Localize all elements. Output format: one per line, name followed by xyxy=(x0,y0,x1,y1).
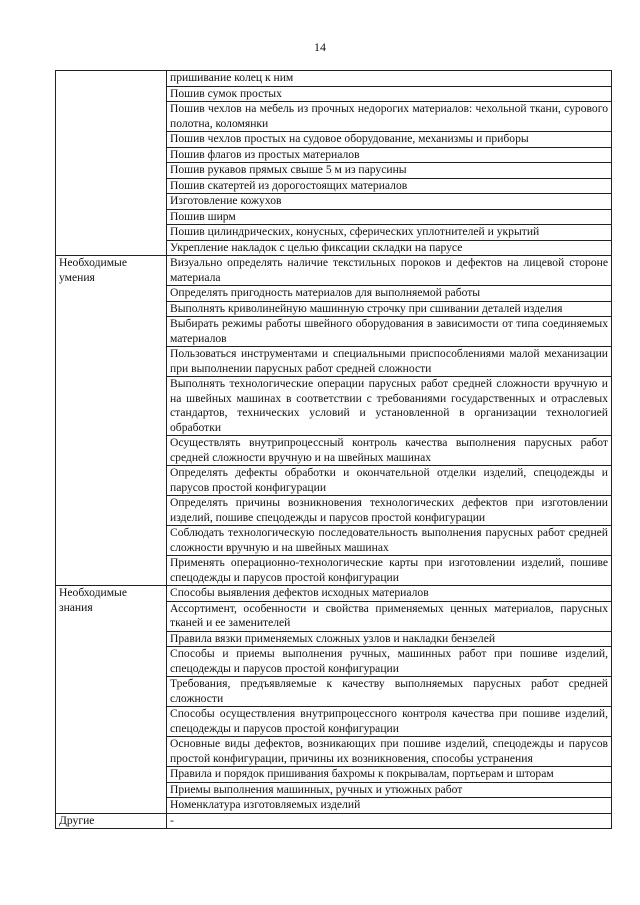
list-item: Способы и приемы выполнения ручных, машинных работ при пошиве изделий, спецодежды и парусов простой конфигурации xyxy=(167,647,612,677)
list-item: Определять причины возникновения технологических дефектов при изготовлении изделий, пошиве спецодежды и парусов простой конфигурации xyxy=(167,496,612,526)
list-item: Пошив ширм xyxy=(167,209,612,225)
list-item: Пошив рукавов прямых свыше 5 м из парусины xyxy=(167,163,612,179)
list-item: Применять операционно-технологические карты при изготовлении изделий, пошиве спецодежды и парусов простой конфигурации xyxy=(167,556,612,586)
section-label: Необходимые знания xyxy=(56,586,167,814)
list-item: пришивание колец к ним xyxy=(167,71,612,87)
list-item: Определять пригодность материалов для выполняемой работы xyxy=(167,286,612,302)
list-item: Правила вязки применяемых сложных узлов и накладки бензелей xyxy=(167,631,612,647)
list-item: Выполнять криволинейную машинную строчку при сшивании деталей изделия xyxy=(167,301,612,317)
list-item: Способы осуществления внутрипроцессного контроля качества при пошиве изделий, спецодежды и парусов простой конфигурации xyxy=(167,707,612,737)
requirements-table xyxy=(55,70,612,829)
section-label xyxy=(56,71,167,256)
list-item: Требования, предъявляемые к качеству выполняемых парусных работ средней сложности xyxy=(167,677,612,707)
list-item: Правила и порядок пришивания бахромы к покрывалам, портьерам и шторам xyxy=(167,767,612,783)
list-item: Определять дефекты обработки и окончательной отделки изделий, спецодежды и парусов простой конфигурации xyxy=(167,466,612,496)
list-item: Основные виды дефектов, возникающих при пошиве изделий, спецодежды и парусов простой конфигурации, причины их возникновения, способы устранения xyxy=(167,737,612,767)
list-item: Соблюдать технологическую последовательность выполнения парусных работ средней сложности вручную и на швейных машинах xyxy=(167,526,612,556)
list-item: Пользоваться инструментами и специальными приспособлениями малой механизации при выполнении парусных работ средней сложности xyxy=(167,347,612,377)
list-item: Пошив сумок простых xyxy=(167,86,612,102)
list-item: Пошив чехлов простых на судовое оборудование, механизмы и приборы xyxy=(167,132,612,148)
page-number: 14 xyxy=(314,40,326,54)
list-item: Номенклатура изготовляемых изделий xyxy=(167,798,612,814)
list-item: Изготовление кожухов xyxy=(167,194,612,210)
list-item: Осуществлять внутрипроцессный контроль качества выполнения парусных работ средней сложности вручную и на швейных машинах xyxy=(167,436,612,466)
list-item: Визуально определять наличие текстильных пороков и дефектов на лицевой стороне материала xyxy=(167,256,612,286)
list-item: Ассортимент, особенности и свойства применяемых ценных материалов, парусных тканей и ее заменителей xyxy=(167,601,612,631)
list-item: Укрепление накладок с целью фиксации складки на парусе xyxy=(167,240,612,256)
list-item: Пошив флагов из простых материалов xyxy=(167,147,612,163)
list-item: Пошив цилиндрических, конусных, сферических уплотнителей и укрытий xyxy=(167,225,612,241)
list-item: Выполнять технологические операции парусных работ средней сложности вручную и на швейных машинах в соответствии с требованиями государственных и отраслевых стандартов, технических условий и установленной в организации технологией обработки xyxy=(167,377,612,436)
list-item: Выбирать режимы работы швейного оборудования в зависимости от типа соединяемых материалов xyxy=(167,317,612,347)
list-item: - xyxy=(167,813,612,829)
table-row xyxy=(56,813,612,829)
table-row xyxy=(56,256,612,286)
list-item: Способы выявления дефектов исходных материалов xyxy=(167,586,612,602)
section-label: Другие xyxy=(56,813,167,829)
table-row xyxy=(56,586,612,602)
list-item: Пошив чехлов на мебель из прочных недорогих материалов: чехольной ткани, сурового полотна, коломянки xyxy=(167,102,612,132)
section-label: Необходимые умения xyxy=(56,256,167,586)
table-row xyxy=(56,71,612,87)
list-item: Приемы выполнения машинных, ручных и утюжных работ xyxy=(167,782,612,798)
list-item: Пошив скатертей из дорогостоящих материалов xyxy=(167,178,612,194)
